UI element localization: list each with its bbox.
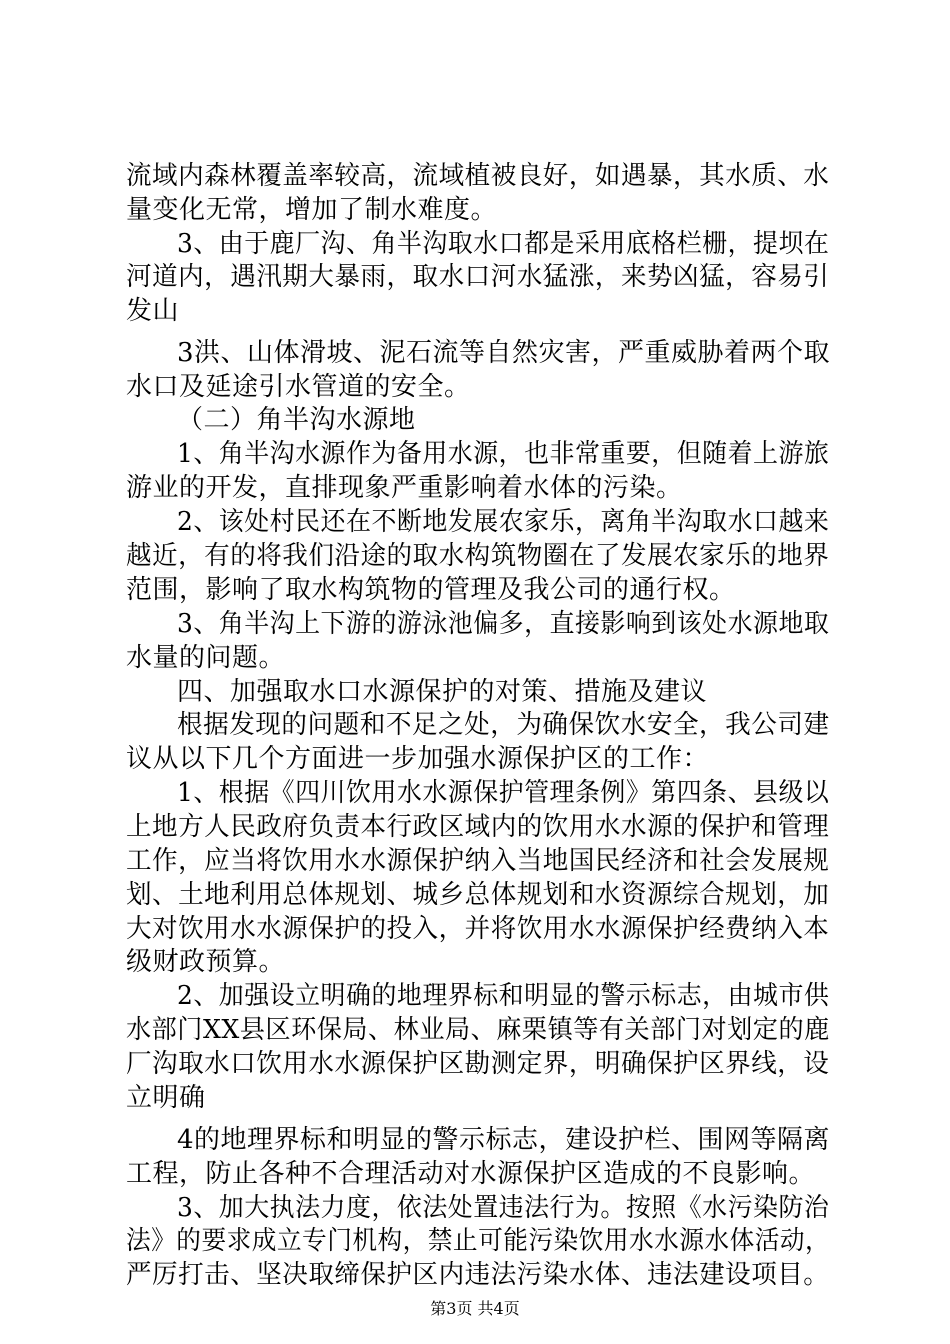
- body-text-line: 流域内森林覆盖率较高，流域植被良好，如遇暴，其水质、水: [126, 161, 830, 191]
- body-text-line: 4的地理界标和明显的警示标志，建设护栏、围网等隔离: [177, 1125, 831, 1155]
- body-text-line: 发山: [126, 296, 180, 326]
- body-text-line: 3、加大执法力度，依法处置违法行为。按照《水污染防治: [177, 1193, 830, 1223]
- body-text-line: 厂沟取水口饮用水水源保护区勘测定界，明确保护区界线，设: [126, 1049, 830, 1079]
- body-text-line: 工程，防止各种不合理活动对水源保护区造成的不良影响。: [126, 1159, 816, 1189]
- body-text-line: 1、角半沟水源作为备用水源，也非常重要，但随着上游旅: [177, 439, 830, 469]
- body-text-line: 2、加强设立明确的地理界标和明显的警示标志，由城市供: [177, 981, 830, 1011]
- body-text-line: 立明确: [126, 1083, 206, 1113]
- page-number-footer: 第3页 共4页: [430, 1299, 520, 1318]
- body-text-line: 级财政预算。: [126, 947, 286, 977]
- body-text-line: 水量的问题。: [126, 643, 286, 673]
- body-text-line: 量变化无常，增加了制水难度。: [126, 195, 498, 225]
- body-text-line: 3、角半沟上下游的游泳池偏多，直接影响到该处水源地取: [177, 609, 830, 639]
- body-text-line: 严厉打击、坚决取缔保护区内违法污染水体、违法建设项目。: [126, 1260, 830, 1290]
- body-text-line: 河道内，遇汛期大暴雨，取水口河水猛涨，来势凶猛，容易引: [126, 262, 830, 292]
- body-text-line: 1、根据《四川饮用水水源保护管理条例》第四条、县级以: [177, 778, 830, 808]
- body-text-line: 3洪、山体滑坡、泥石流等自然灾害，严重威胁着两个取: [177, 338, 831, 368]
- body-text-line: 划、土地利用总体规划、城乡总体规划和水资源综合规划，加: [126, 880, 830, 910]
- body-text-line: 上地方人民政府负责本行政区域内的饮用水水源的保护和管理: [126, 812, 830, 842]
- body-text-line: 水部门XX县区环保局、林业局、麻栗镇等有关部门对划定的鹿: [126, 1015, 830, 1045]
- body-text-line: 3、由于鹿厂沟、角半沟取水口都是采用底格栏栅，提坝在: [177, 229, 830, 259]
- body-text-line: 工作，应当将饮用水水源保护纳入当地国民经济和社会发展规: [126, 846, 830, 876]
- section-heading: （二）角半沟水源地: [177, 405, 416, 435]
- section-heading: 四、加强取水口水源保护的对策、措施及建议: [177, 677, 708, 707]
- body-text-line: 水口及延途引水管道的安全。: [126, 372, 471, 402]
- body-text-line: 越近，有的将我们沿途的取水构筑物圈在了发展农家乐的地界: [126, 541, 830, 571]
- body-text-line: 法》的要求成立专门机构，禁止可能污染饮用水水源水体活动，: [126, 1226, 831, 1256]
- body-text-line: 大对饮用水水源保护的投入，并将饮用水水源保护经费纳入本: [126, 914, 830, 944]
- body-text-line: 根据发现的问题和不足之处，为确保饮水安全，我公司建: [177, 710, 830, 740]
- body-text-line: 游业的开发，直排现象严重影响着水体的污染。: [126, 473, 683, 503]
- body-text-line: 范围，影响了取水构筑物的管理及我公司的通行权。: [126, 575, 736, 605]
- body-text-line: 2、该处村民还在不断地发展农家乐，离角半沟取水口越来: [177, 507, 830, 537]
- body-text-line: 议从以下几个方面进一步加强水源保护区的工作：: [126, 744, 710, 774]
